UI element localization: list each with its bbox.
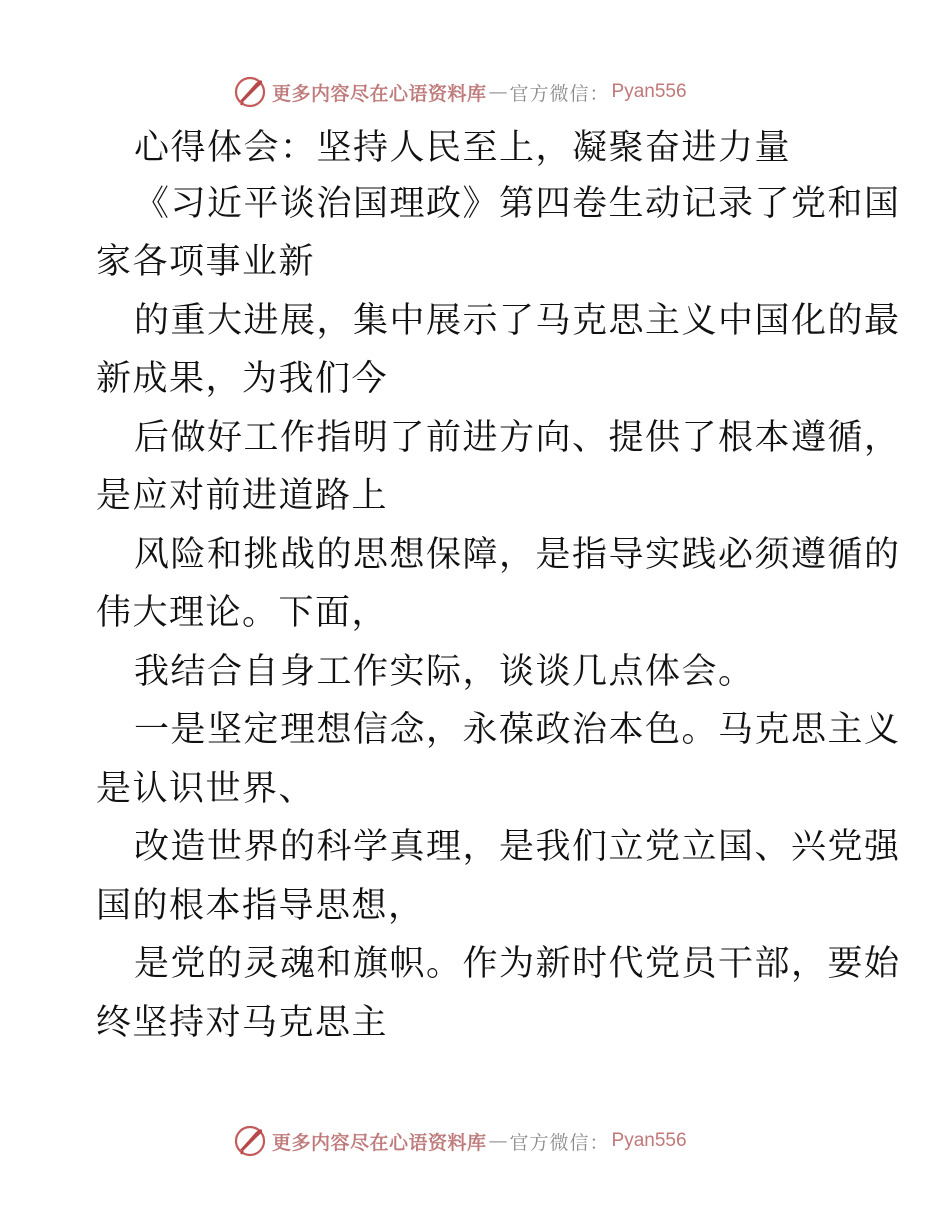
- watermark-wechat-id: Pyan556: [611, 81, 687, 102]
- paragraph-line: 改造世界的科学真理，是我们立党立国、兴党强: [134, 827, 901, 867]
- document-heading: 心得体会：坚持人民至上，凝聚奋进力量: [134, 128, 792, 168]
- watermark-wechat-label: 官方微信：: [509, 82, 610, 105]
- paragraph-line: 后做好工作指明了前进方向、提供了根本遵循，: [134, 418, 901, 458]
- paragraph-line: 国的根本指导思想，: [96, 886, 425, 926]
- watermark-dash: —: [488, 81, 508, 103]
- watermark-wechat-label: 官方微信：: [509, 1131, 610, 1154]
- quill-logo-icon: [232, 1123, 268, 1159]
- watermark-wechat-id: Pyan556: [611, 1130, 687, 1151]
- quill-logo-icon: [232, 74, 268, 110]
- paragraph-line: 一是坚定理想信念，永葆政治本色。马克思主义: [134, 710, 901, 750]
- watermark-brand: 更多内容尽在心语资料库: [272, 82, 487, 105]
- watermark-banner-bottom: [232, 1121, 712, 1161]
- paragraph-line: 家各项事业新: [96, 242, 316, 282]
- watermark-banner-top: [232, 72, 712, 112]
- paragraph-line: 伟大理论。下面，: [96, 593, 389, 633]
- paragraph-line: 终坚持对马克思主: [96, 1003, 389, 1043]
- paragraph-line: 是党的灵魂和旗帜。作为新时代党员干部，要始: [134, 944, 901, 984]
- paragraph-line: 我结合自身工作实际，谈谈几点体会。: [134, 652, 755, 692]
- watermark-dash: —: [488, 1130, 508, 1152]
- paragraph-line: 新成果，为我们今: [96, 359, 389, 399]
- paragraph-line: 是认识世界、: [96, 769, 316, 809]
- paragraph-line: 的重大进展，集中展示了马克思主义中国化的最: [134, 301, 901, 341]
- paragraph-line: 风险和挑战的思想保障，是指导实践必须遵循的: [134, 535, 901, 575]
- paragraph-line: 《习近平谈治国理政》第四卷生动记录了党和国: [134, 184, 901, 224]
- paragraph-line: 是应对前进道路上: [96, 476, 389, 516]
- watermark-brand: 更多内容尽在心语资料库: [272, 1131, 487, 1154]
